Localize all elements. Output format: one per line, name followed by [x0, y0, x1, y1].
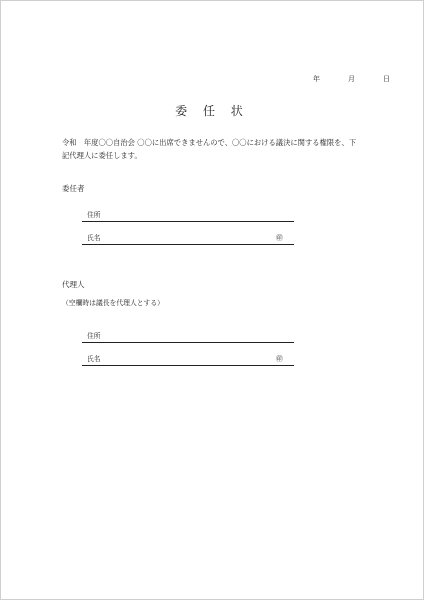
body-line-1: 令和 年度〇〇自治会 〇〇に出席できませんので、〇〇における議決に関する権限を、下 [62, 138, 357, 147]
proxy-name-label: 氏名 [87, 355, 101, 363]
body-paragraph [62, 136, 382, 162]
principal-address-line [82, 221, 294, 222]
date-year: 年 [313, 75, 321, 83]
proxy-address-label: 住所 [87, 332, 101, 340]
proxy-note: （空欄時は議長を代理人とする） [62, 299, 164, 307]
date-line [313, 74, 390, 84]
date-month: 月 [347, 75, 356, 83]
proxy-address-line [82, 342, 294, 343]
principal-name-line [82, 244, 294, 245]
principal-address-label: 住所 [87, 211, 101, 219]
proxy-seal-mark: ㊞ [276, 355, 283, 363]
principal-name-label: 氏名 [87, 234, 101, 242]
principal-heading: 委任者 [62, 184, 85, 193]
date-day: 日 [382, 75, 391, 83]
document-title: 委 任 状 [175, 104, 249, 118]
proxy-name-line [82, 365, 294, 366]
body-line-2: 記代理人に委任します。 [62, 151, 142, 160]
proxy-heading: 代理人 [62, 280, 85, 289]
principal-seal-mark: ㊞ [276, 234, 283, 242]
